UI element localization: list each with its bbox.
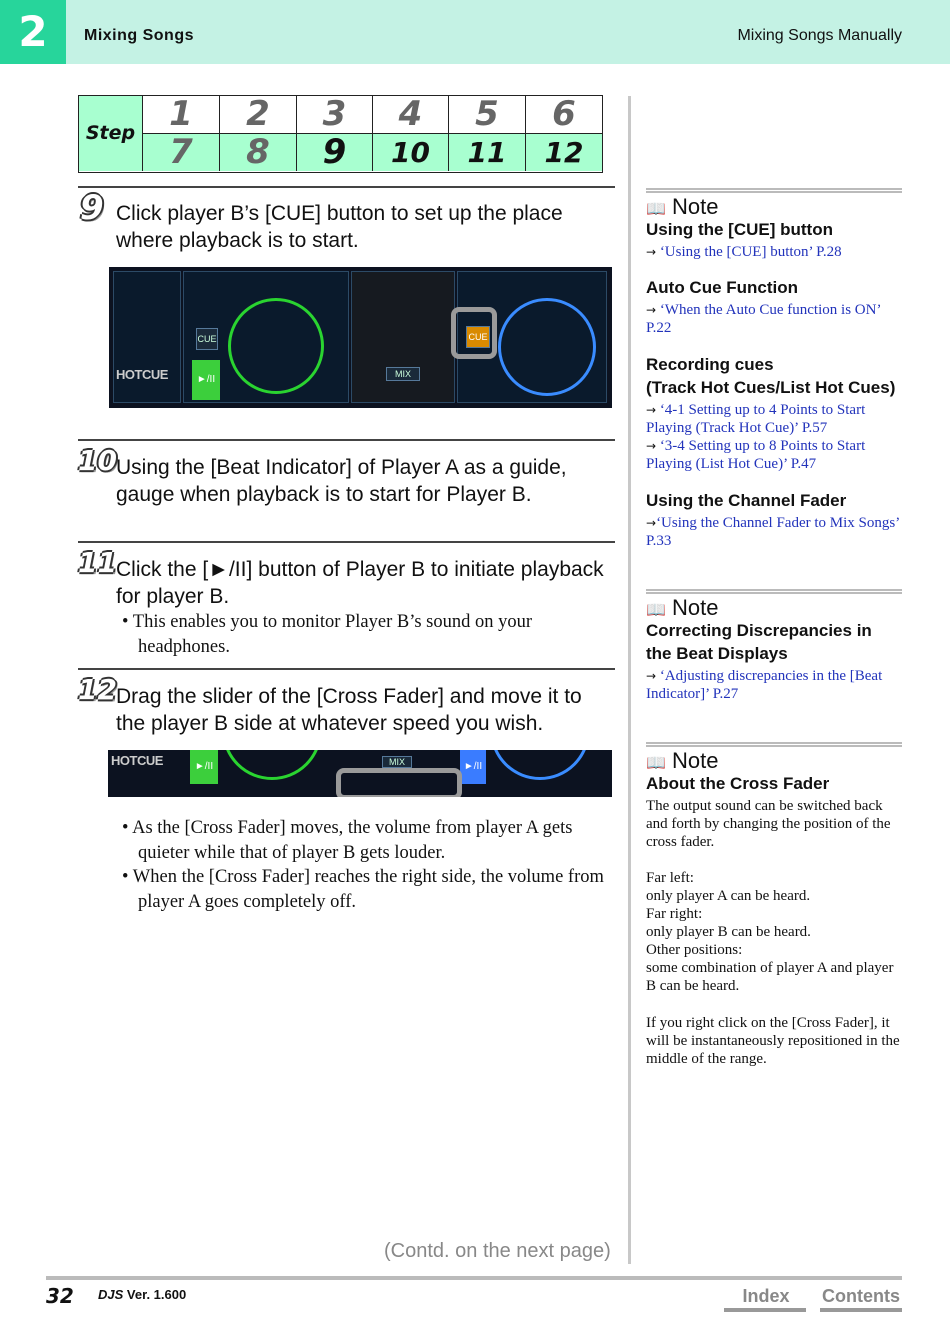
- step-instruction: Using the [Beat Indicator] of Player A as a guide, gauge when playback is to start for Player B.: [116, 456, 567, 506]
- step-link-1[interactable]: 1: [143, 96, 220, 134]
- chapter-number-badge: 2: [0, 0, 66, 64]
- note-heading: Auto Cue Function: [646, 278, 799, 297]
- note-body-text: only player A can be heard.: [646, 888, 811, 904]
- arrow-icon: →: [646, 245, 657, 259]
- step-divider: [78, 541, 615, 543]
- note-link[interactable]: → ‘Adjusting discrepancies in the [Beat Indicator]’ P.27: [646, 668, 883, 702]
- play-pause-button-b: ►/II: [460, 750, 486, 784]
- note-link[interactable]: → ‘3-4 Setting up to 8 Points to Start Playing (List Hot Cue)’ P.47: [646, 438, 866, 472]
- note-label: 📖 Note: [646, 595, 719, 620]
- note-body-text: The output sound can be switched back and forth by changing the position of the cross fader.: [646, 798, 891, 850]
- step-instruction: Click player B’s [CUE] button to set up the place where playback is to start.: [116, 202, 563, 252]
- bullet-item: • This enables you to monitor Player B’s sound on your headphones.: [122, 612, 533, 657]
- note-heading: Using the Channel Fader: [646, 491, 847, 510]
- arrow-icon: →: [646, 669, 657, 683]
- play-pause-button-a: ►/II: [192, 360, 220, 400]
- step-link-10[interactable]: 10: [373, 134, 449, 172]
- page-header: [0, 0, 950, 64]
- step-link-6[interactable]: 6: [526, 96, 602, 134]
- note-body-text: Other positions:: [646, 942, 743, 958]
- version-label: DJS Ver. 1.600: [98, 1287, 187, 1302]
- hotcue-label: HOTCUE: [111, 753, 163, 768]
- section-title: Mixing Songs Manually: [737, 27, 902, 44]
- turntable-platter-b: [490, 750, 590, 780]
- deck-left-panel: [113, 271, 181, 403]
- step-link-9-current[interactable]: 9: [297, 134, 373, 172]
- bullet-item: • As the [Cross Fader] moves, the volume from player A gets quieter while that of player B gets louder.: [122, 818, 573, 863]
- note-heading: About the Cross Fader: [646, 774, 830, 793]
- step-link-5[interactable]: 5: [449, 96, 526, 134]
- step-divider: [78, 668, 615, 670]
- note-link[interactable]: → ‘4-1 Setting up to 4 Points to Start Playing (Track Hot Cue)’ P.57: [646, 402, 866, 436]
- book-icon: 📖: [646, 201, 666, 218]
- note-body-text: Far left:: [646, 870, 694, 886]
- turntable-platter-a: [228, 298, 324, 394]
- mixer-panel: [351, 271, 455, 403]
- hotcue-label: HOTCUE: [116, 367, 168, 382]
- note-heading: Using the [CUE] button: [646, 220, 833, 239]
- step-divider: [78, 186, 615, 188]
- note-rule: [646, 589, 902, 594]
- cue-button-b: CUE: [466, 326, 490, 348]
- step-navigation-table: [78, 95, 603, 173]
- arrow-icon: →: [646, 403, 657, 417]
- note-rule: [646, 188, 902, 193]
- step-link-7[interactable]: 7: [143, 134, 220, 172]
- step-link-4[interactable]: 4: [373, 96, 449, 134]
- screenshot-cross-fader: [108, 750, 612, 797]
- arrow-icon: →: [646, 303, 657, 317]
- mix-label: MIX: [382, 756, 412, 768]
- page-number: 32: [46, 1284, 74, 1308]
- bullet-item: • When the [Cross Fader] reaches the right side, the volume from player A goes completely off.: [122, 867, 604, 912]
- turntable-platter-a: [222, 750, 322, 780]
- note-body-text: If you right click on the [Cross Fader], it will be instantaneously repositioned in the middle of the range.: [646, 1015, 900, 1067]
- contents-link[interactable]: Contents: [822, 1286, 900, 1306]
- continued-note: (Contd. on the next page): [384, 1240, 611, 1262]
- step-number: 9: [80, 188, 104, 228]
- step-label: Step: [79, 96, 143, 171]
- note-heading: Correcting Discrepancies in the Beat Displays: [646, 621, 872, 663]
- turntable-platter-b: [498, 298, 596, 396]
- cue-button-a: CUE: [196, 328, 218, 350]
- chapter-title: Mixing Songs: [84, 27, 194, 44]
- step-link-11[interactable]: 11: [449, 134, 526, 172]
- step-instruction: Drag the slider of the [Cross Fader] and move it to the player B side at whatever speed you wish.: [116, 685, 582, 735]
- cross-fader-highlight: [336, 768, 462, 797]
- book-icon: 📖: [646, 755, 666, 772]
- arrow-icon: →: [646, 439, 657, 453]
- note-heading: Recording cues: [646, 355, 774, 374]
- note-label: 📖 Note: [646, 194, 719, 219]
- player-a-deck: [183, 271, 349, 403]
- note-link[interactable]: → ‘Using the [CUE] button’ P.28: [646, 244, 842, 260]
- step-link-3[interactable]: 3: [297, 96, 373, 134]
- footer-rule: [46, 1276, 902, 1280]
- note-heading: (Track Hot Cues/List Hot Cues): [646, 378, 896, 397]
- note-link[interactable]: → ‘When the Auto Cue function is ON’ P.22: [646, 302, 881, 336]
- index-link[interactable]: Index: [742, 1286, 790, 1306]
- play-pause-button-a: ►/II: [190, 750, 218, 784]
- step-link-8[interactable]: 8: [220, 134, 297, 172]
- column-divider: [628, 96, 631, 1264]
- note-link[interactable]: →‘Using the Channel Fader to Mix Songs’ P.33: [646, 515, 900, 549]
- step-divider: [78, 439, 615, 441]
- cue-button-highlight: [451, 307, 497, 359]
- step-instruction: Click the [►/II] button of Player B to initiate playback for player B.: [116, 558, 604, 608]
- step-number: 10: [78, 444, 117, 477]
- book-icon: 📖: [646, 602, 666, 619]
- note-label: 📖 Note: [646, 748, 719, 773]
- step-number: 12: [78, 673, 117, 706]
- note-body-text: Far right:: [646, 906, 703, 922]
- step-link-2[interactable]: 2: [220, 96, 297, 134]
- note-body-text: only player B can be heard.: [646, 924, 811, 940]
- note-rule: [646, 742, 902, 747]
- contents-link-underline: [820, 1308, 902, 1312]
- step-number: 11: [78, 546, 117, 579]
- screenshot-cue-button: [109, 267, 612, 408]
- mix-label: MIX: [386, 367, 420, 381]
- step-link-12[interactable]: 12: [526, 134, 602, 172]
- arrow-icon: →: [646, 516, 657, 530]
- index-link-underline: [724, 1308, 806, 1312]
- note-body-text: some combination of player A and player B can be heard.: [646, 960, 894, 994]
